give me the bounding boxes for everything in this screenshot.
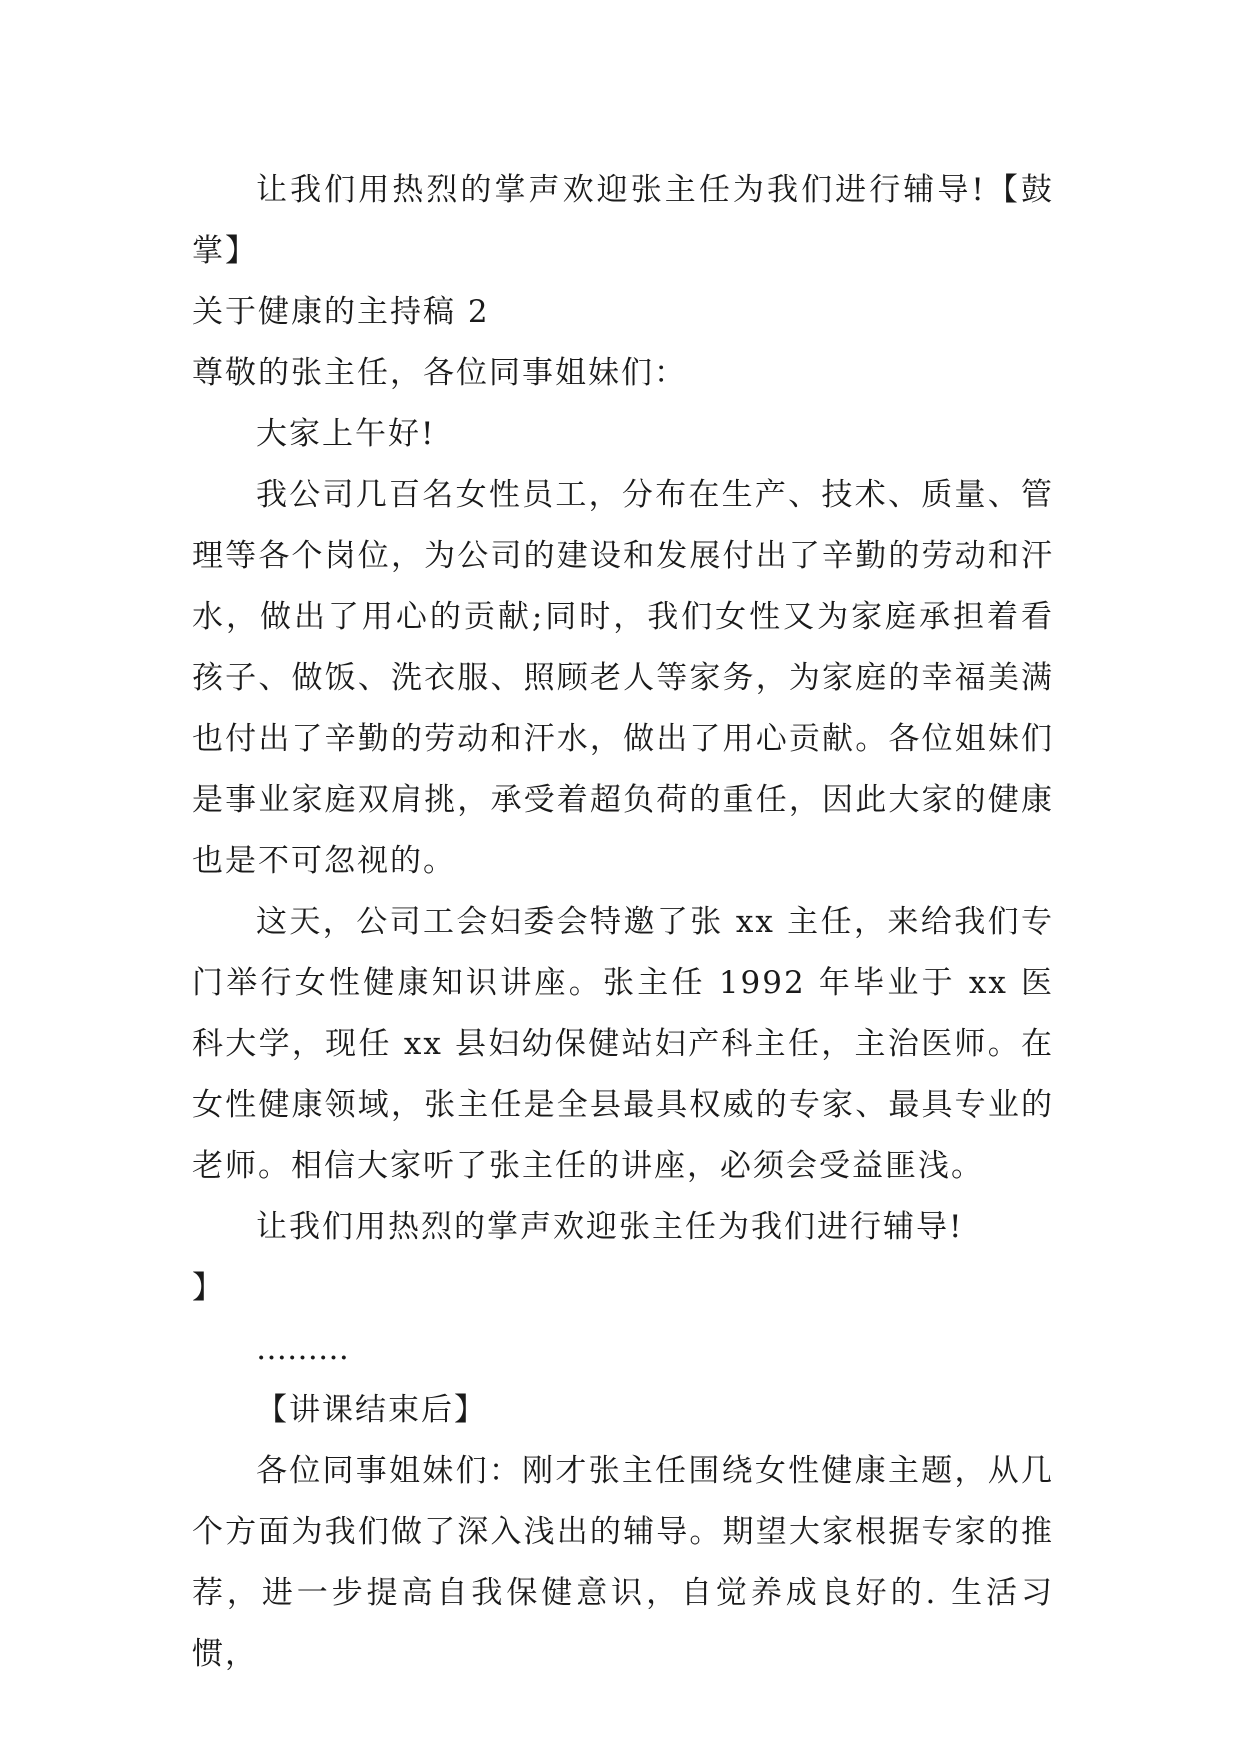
section-heading: 关于健康的主持稿 2 bbox=[192, 294, 490, 330]
document-body bbox=[192, 160, 1054, 1685]
ellipsis: ……… bbox=[256, 1331, 349, 1367]
paragraph-employees: 我公司几百名女性员工，分布在生产、技术、质量、管理等各个岗位，为公司的建设和发展付出了辛勤的劳动和汗水，做出了用心的贡献;同时，我们女性又为家庭承担着看孩子、做饭、洗衣服、照顾老人等家务，为家庭的幸福美满也付出了辛勤的劳动和汗水，做出了用心贡献。各位姐妹们是事业家庭双肩挑，承受着超负荷的重任，因此大家的健康也是不可忽视的。 bbox=[192, 477, 1054, 879]
paragraph-lecture-intro: 这天，公司工会妇委会特邀了张 xx 主任，来给我们专门举行女性健康知识讲座。张主任 1992 年毕业于 xx 医科大学，现任 xx 县妇幼保健站妇产科主任，主治医师。在女性健康领域，张主任是全县最具权威的专家、最具专业的老师。相信大家听了张主任的讲座，必须会受益匪浅。 bbox=[192, 904, 1054, 1184]
bracket-fragment: 】 bbox=[192, 1270, 225, 1306]
greeting: 大家上午好! bbox=[256, 416, 436, 452]
paragraph-closing-applause: 让我们用热烈的掌声欢迎张主任为我们进行辅导!【鼓掌】 bbox=[192, 172, 1054, 269]
paragraph-closing: 各位同事姐妹们：刚才张主任围绕女性健康主题，从几个方面为我们做了深入浅出的辅导。期望大家根据专家的推荐，进一步提高自我保健意识，自觉养成良好的. 生活习惯， bbox=[192, 1453, 1054, 1672]
salutation: 尊敬的张主任，各位同事姐妹们： bbox=[192, 355, 687, 391]
lecture-end-marker: 【讲课结束后】 bbox=[256, 1392, 487, 1428]
paragraph-applause: 让我们用热烈的掌声欢迎张主任为我们进行辅导! bbox=[256, 1209, 964, 1245]
